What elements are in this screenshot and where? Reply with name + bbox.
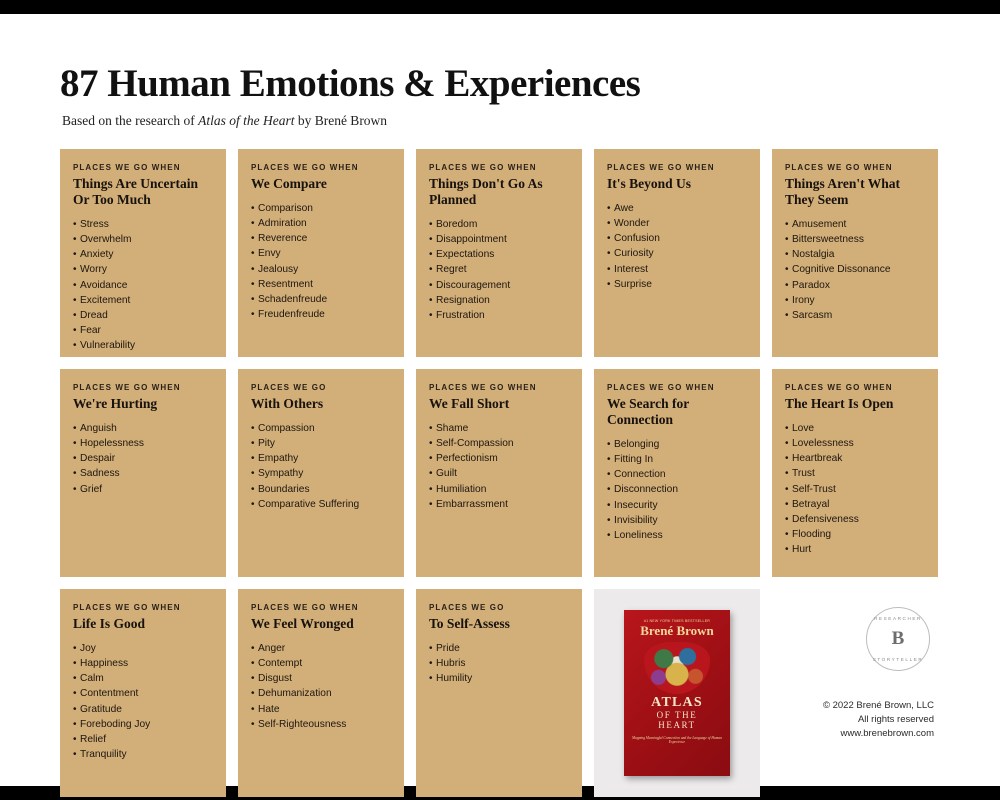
card-item: • Tranquility	[73, 747, 213, 762]
card-eyebrow: PLACES WE GO WHEN	[607, 162, 715, 172]
card-item: • Sympathy	[251, 466, 391, 481]
card-item-list	[785, 217, 925, 323]
emotion-card	[594, 149, 760, 357]
card-item: • Empathy	[251, 451, 391, 466]
card-item: • Shame	[429, 421, 569, 436]
card-item: • Anguish	[73, 421, 213, 436]
card-item: • Humility	[429, 671, 569, 686]
card-item: • Resentment	[251, 277, 391, 292]
book-subtitle-line1: OF THE	[656, 709, 698, 720]
card-item: • Humiliation	[429, 482, 569, 497]
seal-bottom-text: STORYTELLER	[872, 656, 924, 662]
copyright-block	[823, 699, 934, 741]
card-item: • Vulnerability	[73, 338, 213, 353]
book-tagline: Mapping Meaningful Connection and the Language of Human Experience	[632, 735, 722, 745]
book-bestseller-line: #1 NEW YORK TIMES BESTSELLER	[643, 618, 711, 623]
card-item: • Sadness	[73, 466, 213, 481]
card-item-list	[429, 641, 569, 687]
card-item: • Fear	[73, 323, 213, 338]
card-item: • Irony	[785, 293, 925, 308]
emotion-card	[416, 589, 582, 797]
card-item: • Dehumanization	[251, 686, 391, 701]
book-subtitle-line2: HEART	[658, 720, 696, 731]
emotion-card	[238, 149, 404, 357]
card-item: • Perfectionism	[429, 451, 569, 466]
card-item: • Disappointment	[429, 232, 569, 247]
card-item: • Anger	[251, 641, 391, 656]
card-item-list	[429, 217, 569, 323]
card-eyebrow: PLACES WE GO WHEN	[607, 382, 715, 392]
card-title: Things Aren't What They Seem	[785, 175, 901, 207]
card-title: To Self-Assess	[429, 615, 510, 631]
card-eyebrow: PLACES WE GO WHEN	[251, 602, 359, 612]
card-item: • Hubris	[429, 656, 569, 671]
card-item: • Nostalgia	[785, 247, 925, 262]
card-item: • Wonder	[607, 216, 747, 231]
card-item: • Foreboding Joy	[73, 717, 213, 732]
card-title: We're Hurting	[73, 395, 158, 411]
card-eyebrow: PLACES WE GO WHEN	[785, 382, 893, 392]
subtitle-prefix: Based on the research of	[62, 112, 199, 128]
book-cover	[624, 610, 730, 776]
card-eyebrow: PLACES WE GO WHEN	[73, 382, 181, 392]
emotion-card-grid	[60, 149, 940, 797]
card-item: • Fitting In	[607, 452, 747, 467]
card-eyebrow: PLACES WE GO WHEN	[429, 382, 537, 392]
card-item: • Grief	[73, 482, 213, 497]
card-item: • Amusement	[785, 217, 925, 232]
emotion-card	[60, 369, 226, 577]
card-item: • Confusion	[607, 231, 747, 246]
card-item: • Overwhelm	[73, 232, 213, 247]
card-item: • Envy	[251, 246, 391, 261]
card-title: It's Beyond Us	[607, 175, 692, 191]
card-item: • Disconnection	[607, 482, 747, 497]
card-item: • Worry	[73, 262, 213, 277]
card-item: • Hurt	[785, 542, 925, 557]
card-item: • Pride	[429, 641, 569, 656]
card-item: • Self-Compassion	[429, 436, 569, 451]
card-item-list	[73, 421, 213, 497]
card-item: • Compassion	[251, 421, 391, 436]
card-item: • Awe	[607, 201, 747, 216]
card-item: • Pity	[251, 436, 391, 451]
card-title: With Others	[251, 395, 324, 411]
emotion-card	[238, 589, 404, 797]
card-item: • Discouragement	[429, 278, 569, 293]
emotion-card	[594, 369, 760, 577]
card-item: • Gratitude	[73, 702, 213, 717]
card-item: • Despair	[73, 451, 213, 466]
card-item: • Disgust	[251, 671, 391, 686]
emotion-card	[60, 149, 226, 357]
card-eyebrow: PLACES WE GO WHEN	[73, 602, 181, 612]
card-item: • Paradox	[785, 278, 925, 293]
card-item: • Reverence	[251, 231, 391, 246]
card-item: • Heartbreak	[785, 451, 925, 466]
card-item: • Frustration	[429, 308, 569, 323]
card-item: • Self-Righteousness	[251, 717, 391, 732]
card-item: • Dread	[73, 308, 213, 323]
card-item: • Avoidance	[73, 278, 213, 293]
card-title: Things Don't Go As Planned	[429, 175, 543, 207]
card-eyebrow: PLACES WE GO	[429, 602, 505, 612]
poster-page	[0, 14, 1000, 786]
emotion-card	[416, 149, 582, 357]
card-item: • Comparison	[251, 201, 391, 216]
card-item-list	[251, 641, 391, 732]
card-item: • Contempt	[251, 656, 391, 671]
card-item: • Love	[785, 421, 925, 436]
card-title: We Search for Connection	[607, 395, 689, 427]
card-item: • Bittersweetness	[785, 232, 925, 247]
card-title: Life Is Good	[73, 615, 146, 631]
card-item: • Schadenfreude	[251, 292, 391, 307]
book-cover-cell	[594, 589, 760, 797]
poster-content	[60, 64, 940, 764]
book-title: ATLAS	[651, 694, 703, 710]
card-item: • Hate	[251, 702, 391, 717]
emotion-card	[772, 369, 938, 577]
card-item: • Defensiveness	[785, 512, 925, 527]
card-item: • Surprise	[607, 277, 747, 292]
card-item: • Sarcasm	[785, 308, 925, 323]
card-item-list	[73, 217, 213, 354]
card-item: • Expectations	[429, 247, 569, 262]
researcher-storyteller-seal-icon	[866, 607, 930, 671]
card-item: • Invisibility	[607, 513, 747, 528]
card-title: The Heart Is Open	[785, 395, 894, 411]
seal-top-text: RESEARCHER	[874, 615, 922, 621]
card-item: • Contentment	[73, 686, 213, 701]
card-item: • Hopelessness	[73, 436, 213, 451]
card-title: We Feel Wronged	[251, 615, 354, 631]
card-item: • Freudenfreude	[251, 307, 391, 322]
card-title: We Fall Short	[429, 395, 510, 411]
heart-collage-icon	[644, 642, 710, 694]
emotion-card	[238, 369, 404, 577]
copyright-text: © 2022 Brené Brown, LLC	[822, 699, 934, 711]
card-item: • Interest	[607, 262, 747, 277]
footer-block	[772, 589, 938, 797]
card-item: • Embarrassment	[429, 497, 569, 512]
rights-text: All rights reserved	[857, 713, 934, 725]
card-item: • Self-Trust	[785, 482, 925, 497]
card-item: • Anxiety	[73, 247, 213, 262]
card-item-list	[251, 201, 391, 323]
page-subtitle	[62, 113, 940, 129]
card-title: We Compare	[251, 175, 327, 191]
card-item-list	[607, 437, 747, 543]
card-item: • Excitement	[73, 293, 213, 308]
card-eyebrow: PLACES WE GO WHEN	[251, 162, 359, 172]
card-item: • Insecurity	[607, 498, 747, 513]
card-item: • Trust	[785, 466, 925, 481]
subtitle-suffix: by Brené Brown	[294, 112, 388, 128]
subtitle-book-title: Atlas of the Heart	[198, 112, 295, 128]
card-item: • Resignation	[429, 293, 569, 308]
card-item-list	[73, 641, 213, 763]
emotion-card	[416, 369, 582, 577]
card-eyebrow: PLACES WE GO	[251, 382, 327, 392]
card-eyebrow: PLACES WE GO WHEN	[73, 162, 181, 172]
card-item: • Joy	[73, 641, 213, 656]
card-item: • Boundaries	[251, 482, 391, 497]
card-item: • Betrayal	[785, 497, 925, 512]
card-item: • Loneliness	[607, 528, 747, 543]
website-link[interactable]: www.brenebrown.com	[840, 727, 934, 739]
card-item: • Cognitive Dissonance	[785, 262, 925, 277]
card-item: • Admiration	[251, 216, 391, 231]
card-item: • Comparative Suffering	[251, 497, 391, 512]
card-item: • Boredom	[429, 217, 569, 232]
book-author: Brené Brown	[640, 622, 714, 638]
card-item: • Happiness	[73, 656, 213, 671]
card-item-list	[429, 421, 569, 512]
card-eyebrow: PLACES WE GO WHEN	[785, 162, 893, 172]
card-item: • Flooding	[785, 527, 925, 542]
card-item: • Calm	[73, 671, 213, 686]
card-title: Things Are Uncertain Or Too Much	[73, 175, 199, 207]
card-item: • Guilt	[429, 466, 569, 481]
page-title: 87 Human Emotions & Experiences	[60, 62, 641, 105]
card-eyebrow: PLACES WE GO WHEN	[429, 162, 537, 172]
card-item: • Jealousy	[251, 262, 391, 277]
card-item: • Curiosity	[607, 246, 747, 261]
card-item: • Regret	[429, 262, 569, 277]
card-item: • Belonging	[607, 437, 747, 452]
seal-letter: B	[891, 627, 905, 649]
card-item: • Lovelessness	[785, 436, 925, 451]
card-item: • Stress	[73, 217, 213, 232]
card-item-list	[607, 201, 747, 292]
card-item: • Connection	[607, 467, 747, 482]
card-item-list	[785, 421, 925, 558]
emotion-card	[60, 589, 226, 797]
card-item: • Relief	[73, 732, 213, 747]
emotion-card	[772, 149, 938, 357]
card-item-list	[251, 421, 391, 512]
